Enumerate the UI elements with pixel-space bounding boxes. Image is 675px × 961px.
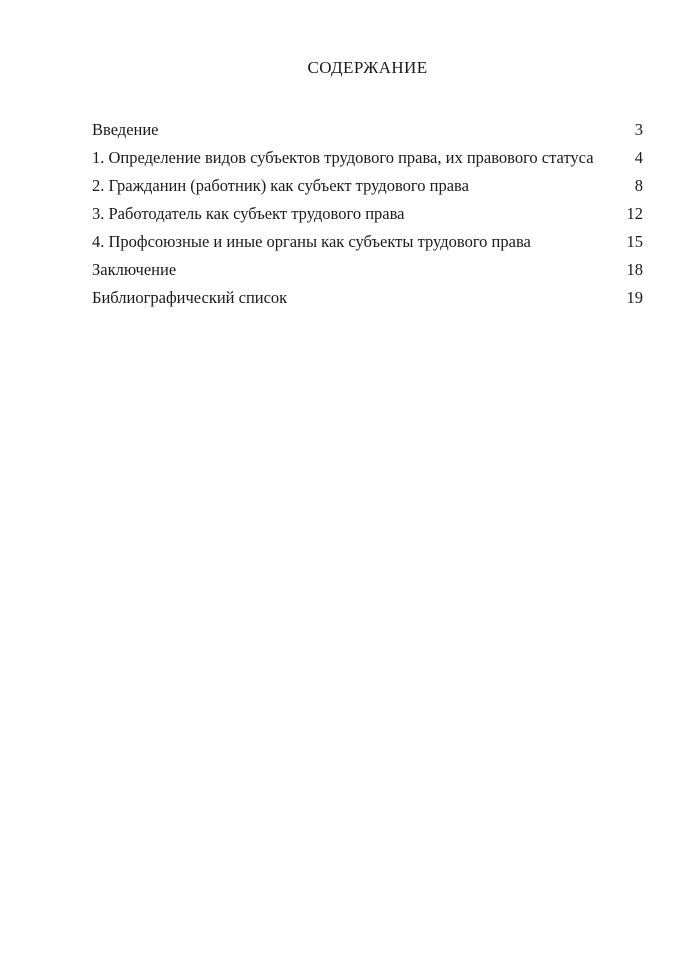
toc-entry-label: 4. Профсоюзные и иные органы как субъекты трудового права <box>92 232 531 251</box>
toc-entry-label: 3. Работодатель как субъект трудового права <box>92 204 405 223</box>
toc-entry-label: 1. Определение видов субъектов трудового права, их правового статуса <box>92 148 594 167</box>
toc-entry-label: Библиографический список <box>92 288 288 307</box>
toc-entry-label: Введение <box>92 120 159 139</box>
toc-entry-page-number: 18 <box>626 260 643 279</box>
page-content <box>92 58 643 312</box>
toc-entry-page-number: 8 <box>634 176 643 195</box>
toc-entry-page-number: 3 <box>634 120 643 139</box>
toc-row <box>92 256 643 284</box>
toc-entry-page-number: 4 <box>634 148 643 167</box>
toc-entry-page-number: 12 <box>626 204 643 223</box>
toc-row <box>92 116 643 144</box>
toc-row <box>92 284 643 312</box>
toc-row <box>92 172 643 200</box>
toc-row <box>92 228 643 256</box>
page-title: СОДЕРЖАНИЕ <box>307 58 428 77</box>
toc-entry-page-number: 19 <box>626 288 643 307</box>
toc-entry-label: 2. Гражданин (работник) как субъект трудового права <box>92 176 469 195</box>
table-of-contents <box>92 116 643 312</box>
toc-row <box>92 200 643 228</box>
toc-row <box>92 144 643 172</box>
toc-entry-page-number: 15 <box>626 232 643 251</box>
toc-entry-label: Заключение <box>92 260 177 279</box>
